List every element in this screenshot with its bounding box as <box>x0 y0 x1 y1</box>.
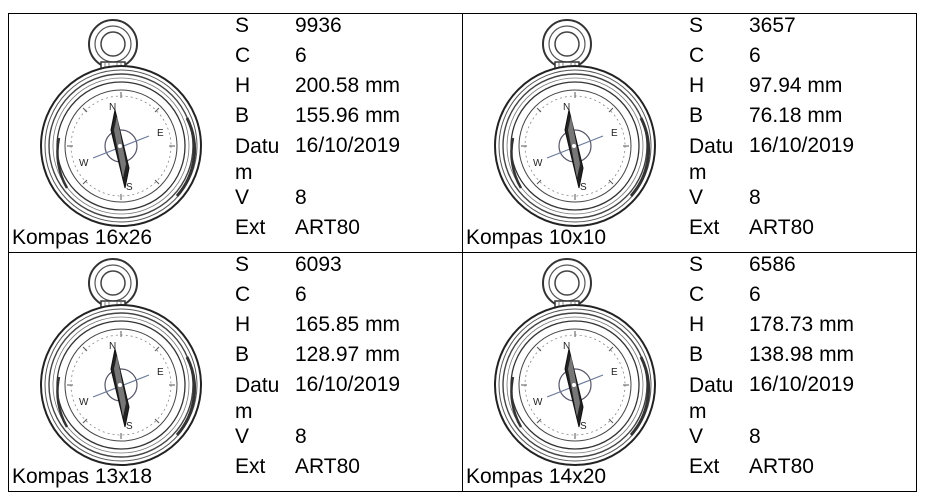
date-label: Datu m <box>689 374 734 423</box>
date-label: Datu m <box>235 374 280 423</box>
height-value: 200.58 mm <box>295 74 401 97</box>
compass-south-label: S <box>580 182 587 193</box>
stitches-value: 6586 <box>749 253 796 276</box>
date-row <box>689 373 854 425</box>
width-label: B <box>689 343 704 366</box>
extension-row <box>235 216 400 242</box>
compass-image <box>491 257 671 467</box>
date-row <box>689 134 854 186</box>
compass-west-label: W <box>79 397 89 408</box>
width-value: 76.18 mm <box>749 104 843 127</box>
stitches-label: S <box>235 253 250 276</box>
version-row <box>689 186 854 216</box>
compass-north-label: N <box>109 102 117 113</box>
date-value: 16/10/2019 <box>295 134 401 157</box>
extension-value: ART80 <box>295 455 360 478</box>
design-name: Kompas 13x18 <box>12 465 153 488</box>
height-label: H <box>235 74 251 97</box>
extension-label: Ext <box>235 455 266 478</box>
version-label: V <box>235 425 250 448</box>
colors-value: 6 <box>295 44 307 67</box>
colors-label: C <box>689 44 705 67</box>
stitches-label: S <box>235 14 250 37</box>
compass-icon <box>491 18 671 228</box>
height-label: H <box>235 313 251 336</box>
version-value: 8 <box>749 425 761 448</box>
width-row <box>689 343 854 373</box>
date-label: Datu m <box>689 135 734 184</box>
design-card <box>8 13 463 253</box>
colors-value: 6 <box>749 283 761 306</box>
extension-label: Ext <box>235 216 266 239</box>
stitches-value: 6093 <box>295 253 342 276</box>
width-value: 128.97 mm <box>295 343 401 366</box>
colors-row <box>235 44 400 74</box>
stitches-row <box>689 253 854 283</box>
date-value: 16/10/2019 <box>295 373 401 396</box>
stitches-row <box>235 14 400 44</box>
width-row <box>235 104 400 134</box>
colors-label: C <box>235 44 251 67</box>
compass-image <box>491 18 671 228</box>
compass-north-label: N <box>109 341 117 352</box>
compass-east-label: E <box>157 128 164 139</box>
colors-value: 6 <box>295 283 307 306</box>
colors-value: 6 <box>749 44 761 67</box>
design-card <box>8 252 463 492</box>
version-value: 8 <box>749 186 761 209</box>
extension-value: ART80 <box>749 216 814 239</box>
date-value: 16/10/2019 <box>749 373 855 396</box>
height-value: 97.94 mm <box>749 74 843 97</box>
version-row <box>689 425 854 455</box>
compass-west-label: W <box>533 158 543 169</box>
design-name: Kompas 16x26 <box>12 226 153 249</box>
stitches-value: 9936 <box>295 14 342 37</box>
version-label: V <box>689 186 704 209</box>
compass-east-label: E <box>611 128 618 139</box>
colors-row <box>689 283 854 313</box>
width-row <box>235 343 400 373</box>
compass-north-label: N <box>563 341 571 352</box>
compass-icon <box>37 257 217 467</box>
design-card <box>462 13 917 253</box>
extension-row <box>689 455 854 481</box>
extension-label: Ext <box>689 216 720 239</box>
extension-value: ART80 <box>295 216 360 239</box>
height-row <box>689 313 854 343</box>
compass-west-label: W <box>79 158 89 169</box>
date-value: 16/10/2019 <box>749 134 855 157</box>
stitches-label: S <box>689 253 704 276</box>
compass-south-label: S <box>126 421 133 432</box>
width-value: 155.96 mm <box>295 104 401 127</box>
design-specs <box>235 14 400 242</box>
date-label: Datu m <box>235 135 280 184</box>
version-label: V <box>689 425 704 448</box>
compass-image <box>37 257 217 467</box>
version-value: 8 <box>295 425 307 448</box>
compass-east-label: E <box>611 367 618 378</box>
design-specs <box>689 253 854 481</box>
version-row <box>235 425 400 455</box>
date-row <box>235 373 400 425</box>
height-label: H <box>689 74 705 97</box>
colors-row <box>689 44 854 74</box>
extension-value: ART80 <box>749 455 814 478</box>
width-label: B <box>689 104 704 127</box>
compass-west-label: W <box>533 397 543 408</box>
width-label: B <box>235 343 250 366</box>
compass-north-label: N <box>563 102 571 113</box>
extension-row <box>689 216 854 242</box>
design-card <box>462 252 917 492</box>
date-row <box>235 134 400 186</box>
height-row <box>235 74 400 104</box>
width-row <box>689 104 854 134</box>
stitches-label: S <box>689 14 704 37</box>
design-specs <box>235 253 400 481</box>
design-specs <box>689 14 854 242</box>
colors-label: C <box>235 283 251 306</box>
version-value: 8 <box>295 186 307 209</box>
colors-row <box>235 283 400 313</box>
version-label: V <box>235 186 250 209</box>
design-name: Kompas 10x10 <box>466 226 607 249</box>
height-label: H <box>689 313 705 336</box>
height-value: 178.73 mm <box>749 313 855 336</box>
height-row <box>689 74 854 104</box>
stitches-row <box>235 253 400 283</box>
height-value: 165.85 mm <box>295 313 401 336</box>
compass-icon <box>37 18 217 228</box>
extension-label: Ext <box>689 455 720 478</box>
compass-icon <box>491 257 671 467</box>
stitches-value: 3657 <box>749 14 796 37</box>
compass-south-label: S <box>580 421 587 432</box>
extension-row <box>235 455 400 481</box>
compass-image <box>37 18 217 228</box>
colors-label: C <box>689 283 705 306</box>
version-row <box>235 186 400 216</box>
width-label: B <box>235 104 250 127</box>
compass-east-label: E <box>157 367 164 378</box>
design-name: Kompas 14x20 <box>466 465 607 488</box>
compass-south-label: S <box>126 182 133 193</box>
width-value: 138.98 mm <box>749 343 855 366</box>
height-row <box>235 313 400 343</box>
stitches-row <box>689 14 854 44</box>
